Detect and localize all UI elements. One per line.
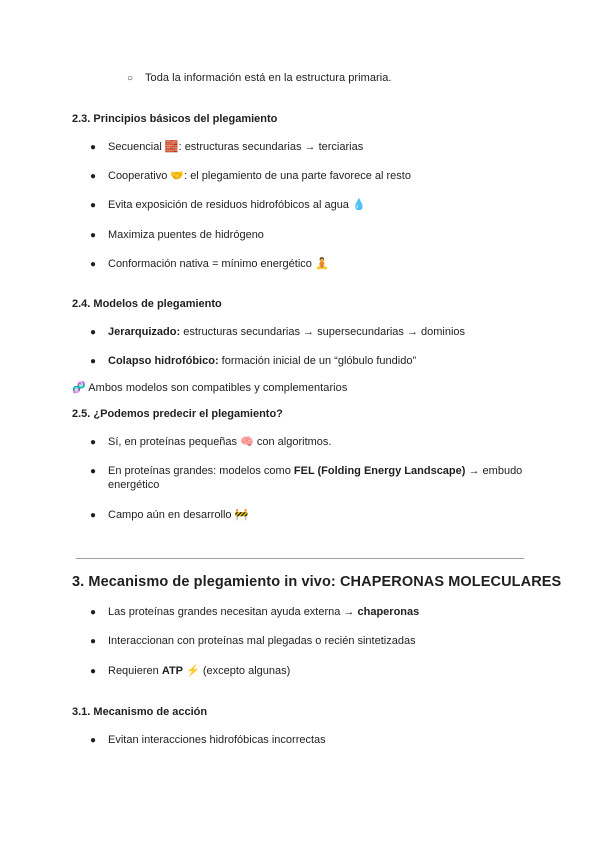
bullet: ● (90, 259, 97, 270)
handshake-icon: 🤝 (170, 170, 185, 182)
intro-text: Toda la información está en la estructura primaria. (145, 72, 392, 84)
list-item: Sí, en proteínas pequeñas 🧠 con algoritmos. (108, 436, 332, 448)
section-heading-2-5: 2.5. ¿Podemos predecir el plegamiento? (72, 408, 283, 420)
section-heading-2-4: 2.4. Modelos de plegamiento (72, 298, 222, 310)
section-heading-3-1: 3.1. Mecanismo de acción (72, 706, 208, 718)
list-item: Evitan interacciones hidrofóbicas incorrectas (108, 734, 326, 746)
list-item: Cooperativo 🤝: el plegamiento de una parte favorece al resto (108, 170, 411, 182)
hollow-bullet: ○ (127, 73, 134, 84)
bullet: ● (90, 171, 97, 182)
droplet-icon: 💧 (351, 199, 366, 211)
list-item: Maximiza puentes de hidrógeno (108, 229, 264, 241)
section-heading-3: 3. Mecanismo de plegamiento in vivo: CHAPERONAS MOLECULARES (72, 574, 562, 590)
list-item: Secuencial 🧱: estructuras secundarias → terciarias (108, 141, 364, 153)
bullet: ● (90, 327, 97, 338)
lightning-icon: ⚡ (186, 665, 200, 677)
bullet: ● (90, 230, 97, 241)
bullet: ● (90, 510, 97, 521)
list-item: Las proteínas grandes necesitan ayuda externa → chaperonas (108, 606, 420, 618)
meditation-icon: 🧘 (314, 258, 329, 270)
bullet: ● (90, 200, 97, 211)
brain-icon: 🧠 (240, 436, 254, 448)
list-item-continuation: energético (108, 479, 160, 491)
list-item: Evita exposición de residuos hidrofóbicos al agua 💧 (108, 199, 366, 211)
note-line: 🧬 Ambos modelos son compatibles y complementarios (72, 382, 348, 394)
horizontal-divider (76, 558, 524, 559)
list-item: Interaccionan con proteínas mal plegadas o recién sintetizadas (108, 635, 416, 647)
bullet: ● (90, 356, 97, 367)
dna-icon: 🧬 (72, 382, 86, 394)
bullet: ● (90, 466, 97, 477)
section-heading-2-3: 2.3. Principios básicos del plegamiento (72, 113, 278, 125)
bullet: ● (90, 636, 97, 647)
list-item: Campo aún en desarrollo 🚧 (108, 509, 249, 521)
list-item: Requieren ATP ⚡ (excepto algunas) (108, 665, 291, 677)
bullet: ● (90, 735, 97, 746)
list-item: Colapso hidrofóbico: formación inicial de un “glóbulo fundido” (108, 355, 417, 367)
bullet: ● (90, 607, 97, 618)
list-item: Jerarquizado: estructuras secundarias → supersecundarias → dominios (108, 326, 466, 338)
bricks-icon: 🧱 (164, 141, 179, 153)
list-item: Conformación nativa = mínimo energético 🧘 (108, 258, 329, 270)
bullet: ● (90, 142, 97, 153)
construction-icon: 🚧 (234, 509, 249, 521)
bullet: ● (90, 437, 97, 448)
list-item: En proteínas grandes: modelos como FEL (Folding Energy Landscape) → embudo (108, 465, 523, 477)
bullet: ● (90, 666, 97, 677)
